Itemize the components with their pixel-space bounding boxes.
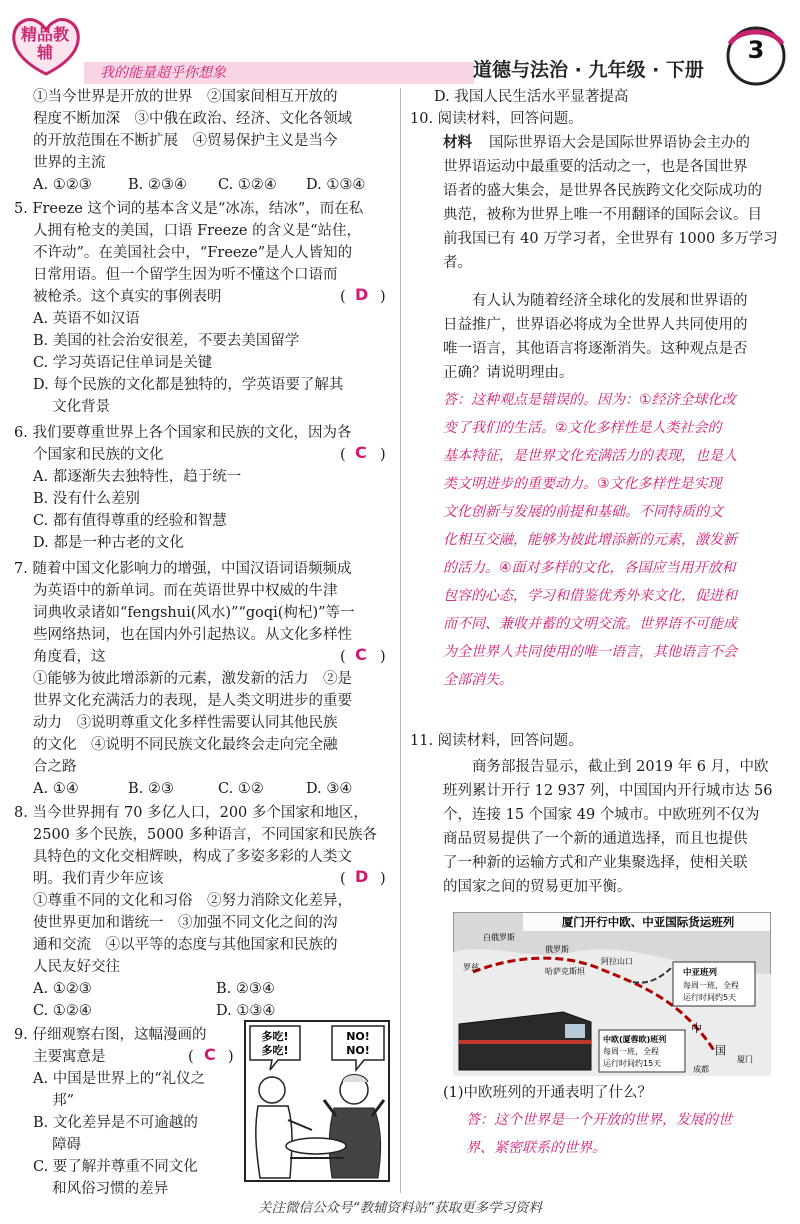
map-city: 成都	[693, 1065, 709, 1074]
q10-answer-line: 类文明进步的重要动力。③文化多样性是实现	[443, 476, 722, 492]
q10-answer-line: 包容的心态，学习和借鉴优秀外来文化，促进和	[443, 588, 737, 604]
q5-option: 文化背景	[33, 399, 111, 415]
q5-option: B. 美国的社会治安很差，不要去美国留学	[33, 333, 300, 349]
q4-line: 程度不断加深 ③中俄在政治、经济、文化各领域	[33, 111, 352, 127]
q7-line: 角度看，这	[33, 649, 106, 665]
q7-statement: ①能够为彼此增添新的元素，激发新的活力 ②是	[33, 671, 352, 687]
q11-answer-line: 界、紧密联系的世界。	[466, 1140, 606, 1156]
book-title: 道德与法治 · 九年级 · 下册	[473, 59, 704, 81]
map-city: 白俄罗斯	[483, 933, 515, 942]
page-number: 3	[747, 36, 765, 64]
q11-material-line: 商品贸易提供了一个新的通道选择，而且也提供	[443, 831, 748, 847]
q6-option: C. 都有值得尊重的经验和智慧	[33, 513, 227, 529]
q5-answer: D	[355, 285, 369, 304]
answer-paren-open: (	[340, 289, 346, 305]
answer-paren-close: )	[380, 871, 386, 887]
q9-option: C. 要了解并尊重不同文化	[33, 1159, 198, 1175]
q9-line: 9. 仔细观察右图，这幅漫画的	[14, 1027, 207, 1043]
q7-line: 7. 随着中国文化影响力的增强，中国汉语词语频频成	[14, 561, 352, 577]
q10-material-line: 世界语运动中最重要的活动之一，也是各国世界	[443, 159, 748, 175]
q9-option: B. 文化差异是不可逾越的	[33, 1115, 198, 1131]
slogan: 我的能量超乎你想象	[100, 65, 226, 81]
q4-line: ①当今世界是开放的世界 ②国家间相互开放的	[33, 89, 338, 105]
q9-option: 邦”	[33, 1093, 75, 1109]
q11-material-line: 的国家之间的贸易更加平衡。	[443, 879, 632, 895]
q8-option-c: C. ①②④	[33, 1003, 92, 1019]
q6-option: D. 都是一种古老的文化	[33, 535, 184, 551]
map-city: 厦门	[737, 1055, 753, 1064]
q9-option: 障碍	[33, 1137, 82, 1153]
q7-answer: C	[355, 645, 367, 664]
q11-heading: 11. 阅读材料，回答问题。	[410, 733, 583, 749]
q7-statement: 动力 ③说明尊重文化多样性需要认同其他民族	[33, 715, 338, 731]
q6-option: A. 都逐渐失去独特性，趋于统一	[33, 469, 242, 485]
q4-option-d: D. ①③④	[306, 177, 366, 193]
q7-option-d: D. ③④	[306, 781, 353, 797]
q7-statement: 的文化 ④说明不同民族文化最终会走向完全融	[33, 737, 338, 753]
q9-answer: C	[204, 1045, 216, 1064]
q11-material-line: 了一种新的运输方式和产业集聚选择，使相关联	[443, 855, 748, 871]
map-box-text: 每周一班，全程	[603, 1047, 659, 1056]
answer-paren-close: )	[380, 447, 386, 463]
q4-option-a: A. ①②③	[33, 177, 92, 193]
q4-option-b: B. ②③④	[128, 177, 187, 193]
bubble-left-text: 多吃!	[261, 1044, 289, 1057]
q8-line: 2500 多个民族，5000 多种语言，不同国家和民族各	[33, 827, 378, 843]
q10-question-line: 有人认为随着经济全球化的发展和世界语的	[472, 293, 748, 309]
q4-option-c: C. ①②④	[218, 177, 277, 193]
map-city: 俄罗斯	[545, 945, 569, 954]
map-country: 国	[715, 1044, 726, 1057]
q7-line: 词典收录诸如“fengshui(风水)”“goqi(枸杞)”等一	[33, 605, 355, 621]
bubble-right-text: NO!	[346, 1044, 370, 1057]
column-divider	[400, 88, 401, 1193]
bubble-right-text: NO!	[346, 1030, 370, 1043]
q5-option: C. 学习英语记住单词是关键	[33, 355, 213, 371]
q10-answer-line: 文化创新与发展的前提和基础。不同特质的文	[443, 504, 723, 520]
q11-material-line: 班列累计开行 12 937 列，中国国内开行城市达 56	[443, 783, 773, 799]
map-title: 厦门开行中欧、中亚国际货运班列	[561, 915, 735, 929]
q5-line: 被枪杀。这个真实的事例表明	[33, 289, 222, 305]
q8-line: 具特色的文化交相辉映，构成了多姿多彩的人类文	[33, 849, 352, 865]
q7-option-b: B. ②③	[128, 781, 174, 797]
answer-paren-close: )	[380, 649, 386, 665]
q8-option-a: A. ①②③	[33, 981, 92, 997]
q10-answer-line: 变了我们的生活。②文化多样性是人类社会的	[443, 420, 722, 436]
answer-paren-open: (	[340, 447, 346, 463]
footer-note: 关注微信公众号“教辅资料站”获取更多学习资料	[258, 1200, 542, 1216]
q7-option-a: A. ①④	[33, 781, 79, 797]
q8-statement: ①尊重不同的文化和习俗 ②努力消除文化差异，	[33, 893, 352, 909]
map-box-title: 中欧(厦蓉欧)班列	[603, 1035, 667, 1044]
logo-text: 精品教辅	[20, 25, 69, 62]
q9-option: 和风俗习惯的差异	[33, 1181, 169, 1197]
q10-question-line: 日益推广，世界语必将成为全世界人共同使用的	[443, 317, 748, 333]
q4-line: 的开放范围在不断扩展 ④贸易保护主义是当今	[33, 133, 338, 149]
q10-answer-line: 为全世界人共同使用的唯一语言，其他语言不会	[443, 644, 737, 660]
q6-line: 6. 我们要尊重世界上各个国家和民族的文化，因为各	[14, 425, 352, 441]
q11-material-line: 个，连接 15 个国家 49 个城市。中欧班列不仅为	[443, 807, 760, 823]
q9-line: 主要寓意是	[33, 1049, 106, 1065]
q11-sub-question-1: (1)中欧班列的开通表明了什么？	[443, 1085, 653, 1101]
q7-statement: 合之路	[33, 759, 77, 775]
q10-answer-line: 化相互交融，能够为彼此增添新的元素，激发新	[443, 532, 737, 548]
bubble-left-text: 多吃!	[261, 1030, 289, 1043]
q10-answer-line: 答：这种观点是错误的。因为：①经济全球化改	[443, 392, 736, 408]
q9-option-d: D. 我国人民生活水平显著提高	[434, 89, 629, 105]
q9-option: A. 中国是世界上的“礼仪之	[33, 1071, 206, 1087]
map-city: 阿拉山口	[601, 957, 633, 966]
q7-line: 些网络热词，也在国内外引起热议。从文化多样性	[33, 627, 352, 643]
cartoon-illustration	[244, 1020, 390, 1182]
map-box-text: 运行时间约15天	[603, 1059, 662, 1068]
map-box-text: 运行时间约5天	[683, 993, 737, 1002]
answer-paren-open: (	[340, 871, 346, 887]
q5-line: 人拥有枪支的美国，口语 Freeze 的含义是“站住，	[33, 223, 362, 239]
q10-material-line: 者。	[443, 255, 472, 271]
answer-paren-open: (	[340, 649, 346, 665]
railway-map	[453, 912, 771, 1076]
q10-question-line: 唯一语言，其他语言将逐渐消失。这种观点是否	[443, 341, 748, 357]
q6-line: 个国家和民族的文化	[33, 447, 164, 463]
q10-material-line: 典范，被称为世界上唯一不用翻译的国际会议。目	[443, 207, 762, 223]
q5-line: 日常用语。但一个留学生因为听不懂这个口语而	[33, 267, 338, 283]
q10-heading: 10. 阅读材料，回答问题。	[410, 111, 583, 127]
q5-line: 不许动”。在美国社会中，“Freeze”是人人皆知的	[33, 245, 353, 261]
map-box-text: 每周一班，全程	[683, 981, 739, 990]
q5-option: D. 每个民族的文化都是独特的，学英语要了解其	[33, 377, 344, 393]
q10-material-line: 国际世界语大会是国际世界语协会主办的	[489, 135, 750, 151]
q8-statement: 通和交流 ④以平等的态度与其他国家和民族的	[33, 937, 338, 953]
q11-answer-line: 答：这个世界是一个开放的世界，发展的世	[466, 1112, 732, 1128]
q7-option-c: C. ①②	[218, 781, 264, 797]
answer-paren-open: (	[188, 1049, 194, 1065]
q11-material-line: 商务部报告显示，截止到 2019 年 6 月，中欧	[472, 759, 769, 775]
q10-answer-line: 而不同、兼收并蓄的文明交流。世界语不可能成	[443, 616, 737, 632]
q10-answer-line: 基本特征，是世界文化充满活力的表现，也是人	[443, 448, 737, 464]
q8-option-d: D. ①③④	[216, 1003, 276, 1019]
q6-answer: C	[355, 443, 367, 462]
answer-paren-close: )	[380, 289, 386, 305]
q10-question-line: 正确？请说明理由。	[443, 365, 574, 381]
map-city: 哈萨克斯坦	[545, 967, 585, 976]
answer-paren-close: )	[228, 1049, 234, 1065]
q10-material-label: 材料	[443, 135, 472, 151]
q7-statement: 世界文化充满活力的表现，是人类文明进步的重要	[33, 693, 352, 709]
map-box-title: 中亚班列	[683, 968, 718, 978]
map-country: 中	[691, 1022, 702, 1035]
q10-answer-line: 全部消失。	[443, 672, 513, 688]
q8-statement: 使世界更加和谐统一 ③加强不同文化之间的沟	[33, 915, 338, 931]
q5-option: A. 英语不如汉语	[33, 311, 140, 327]
q10-answer-line: 的活力。④面对多样的文化，各国应当用开放和	[443, 560, 736, 576]
q8-statement: 人民友好交往	[33, 959, 120, 975]
q8-option-b: B. ②③④	[216, 981, 275, 997]
q10-material-line: 前我国已有 40 万学习者，全世界有 1000 多万学习	[443, 231, 778, 247]
q4-line: 世界的主流	[33, 155, 106, 171]
q8-line: 明。我们青少年应该	[33, 871, 164, 887]
q10-material-line: 语者的盛大集会，是世界各民族跨文化交际成功的	[443, 183, 762, 199]
q7-line: 为英语中的新单词。而在英语世界中权威的牛津	[33, 583, 338, 599]
q8-answer: D	[355, 867, 369, 886]
q8-line: 8. 当今世界拥有 70 多亿人口，200 多个国家和地区，	[14, 805, 368, 821]
map-city: 罗兹	[463, 963, 479, 972]
q5-line: 5. Freeze 这个词的基本含义是“冰冻，结冰”，而在私	[14, 201, 364, 217]
q6-option: B. 没有什么差别	[33, 491, 140, 507]
